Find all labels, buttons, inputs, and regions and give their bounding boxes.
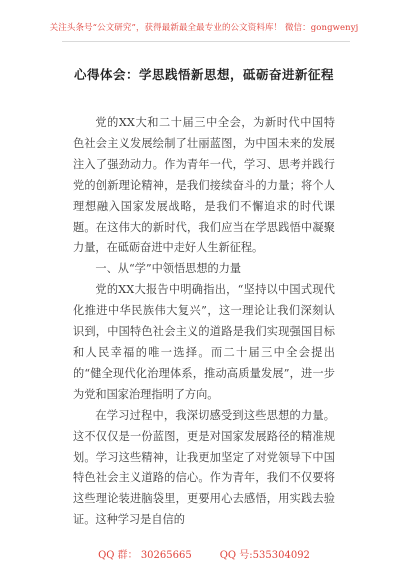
section-heading: 一、从“学”中领悟思想的力量 (95, 262, 242, 276)
body-paragraph: 党的XX大报告中明确指出，“坚持以中国式现代化推进中华民族伟大复兴”，这一理论让我们深刻认识到，中国特色社会主义的道路是我们实现强国目标和人民幸福的唯一选择。而二十届三中全会提出的“健全现代化治理体系，推动高质量发展”，进一步为党和国家治理指明了方向。 (73, 283, 335, 401)
body-paragraph: 党的XX大和二十届三中全会，为新时代中国特色社会主义发展绘制了壮丽蓝图，为中国未来的发展注入了强劲动力。作为青年一代，学习、思考并践行党的创新理论精神，是我们接续奋斗的力量；将个人理想融入国家发展战略，是我们不懈追求的时代课题。在这伟大的新时代，我们应当在学思践悟中凝聚力量，在砥砺奋进中走好人生新征程。 (73, 116, 335, 255)
document-title: 心得体会：学思践悟新思想，砥砺奋进新征程 (73, 67, 334, 82)
footer-qq-group: QQ 群： 30265665 (98, 550, 192, 561)
document-body (73, 113, 335, 531)
body-paragraph: 在学习过程中，我深切感受到这些思想的力量。这不仅仅是一份蓝图，更是对国家发展路径的精准规划。学习这些精神，让我更加坚定了对党领导下中国特色社会主义道路的信心。作为青年，我们不仅要将这些理论装进脑袋里，更要用心去感悟，用实践去验证。这种学习是自信的 (73, 408, 335, 527)
header-promo-banner: 关注头条号“公文研究”，获得最新最全最专业的公文资料库！ 微信：gongwenyj (49, 23, 359, 33)
footer-qq-number: QQ 号:535304092 (219, 550, 310, 561)
footer-contact (0, 550, 408, 562)
header-divider (62, 41, 350, 42)
